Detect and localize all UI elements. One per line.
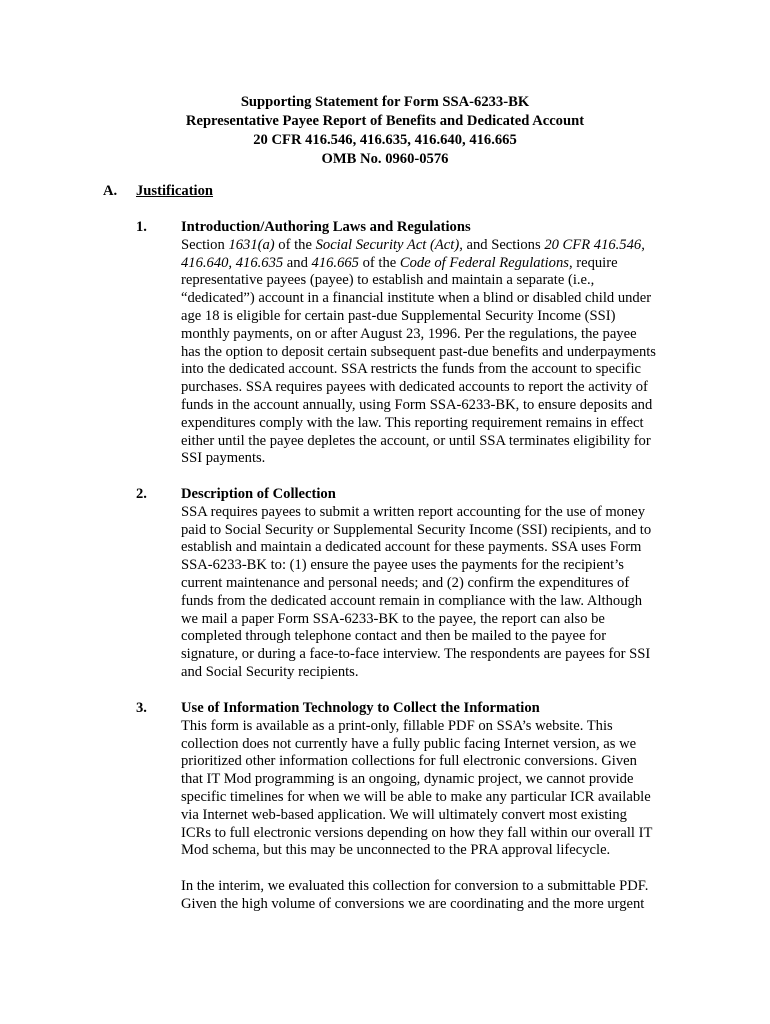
item-line: SSA-6233-BK to: (1) ensure the payee uses the payments for the recipient’s: [181, 557, 624, 574]
paragraph-gap: [181, 860, 676, 878]
item-heading: Introduction/Authoring Laws and Regulations: [181, 219, 471, 235]
item-line: purchases. SSA requires payees with dedicated accounts to report the activity of: [181, 379, 648, 396]
section-letter: A.: [103, 183, 118, 199]
item-number: 1.: [136, 219, 147, 235]
item-line: that IT Mod programming is an ongoing, dynamic project, we cannot provide: [181, 771, 634, 788]
item-line: Section 1631(a) of the Social Security Act (Act), and Sections 20 CFR 416.546,: [181, 236, 645, 253]
item-line: paid to Social Security or Supplemental Security Income (SSI) recipients, and to: [181, 521, 652, 538]
item-line: specific timelines for when we will be able to make any particular ICR available: [181, 788, 651, 805]
item-line: funds in the account annually, using Form SSA-6233-BK, to ensure deposits and: [181, 396, 653, 413]
item-line: either until the payee depletes the account, or until SSA terminates eligibility for: [181, 432, 651, 449]
item-number: 3.: [136, 700, 147, 716]
item-line: signature, or during a face-to-face interview. The respondents are payees for SSI: [181, 646, 651, 663]
item-number: 2.: [136, 486, 147, 502]
item-line: representative payees (payee) to establish and maintain a separate (i.e.,: [181, 272, 595, 289]
section-a-heading: [103, 182, 213, 201]
item-line: age 18 is eligible for certain past-due Supplemental Security Income (SSI): [181, 307, 616, 324]
header-subtitle: Representative Payee Report of Benefits and Dedicated Account: [185, 113, 585, 129]
item-3: [136, 700, 676, 914]
item-line: expenditures comply with the law. This reporting requirement remains in effect: [181, 414, 644, 431]
header-cfr: 20 CFR 416.546, 416.635, 416.640, 416.665: [253, 132, 517, 148]
item-line: ICRs to full electronic versions depending on how they fall within our overall IT: [181, 824, 653, 841]
item-line: This form is available as a print-only, fillable PDF on SSA’s website. This: [181, 717, 613, 734]
item-heading: Description of Collection: [181, 486, 336, 502]
item-line: funds from the dedicated account remain in compliance with the law. Although: [181, 592, 643, 609]
section-title: Justification: [136, 183, 214, 199]
item-line: via Internet web-based application. We will ultimately convert most existing: [181, 806, 627, 823]
item-line: SSI payments.: [181, 450, 266, 467]
item-line: “dedicated”) account in a financial institute when a blind or disabled child under: [181, 290, 652, 307]
item-heading: Use of Information Technology to Collect the Information: [181, 700, 540, 716]
item-line: completed through telephone contact and then be mailed to the payee for: [181, 628, 607, 645]
item-2: [136, 486, 676, 682]
item-line: Given the high volume of conversions we are coordinating and the more urgent: [181, 895, 645, 912]
item-line: establish and maintain a dedicated account for these payments. SSA uses Form: [181, 539, 642, 556]
item-line: prioritized other information collections for full electronic conversions. Given: [181, 753, 637, 770]
item-line: collection does not currently have a fully public facing Internet version, as we: [181, 735, 637, 752]
item-line: SSA requires payees to submit a written report accounting for the use of money: [181, 503, 646, 520]
item-line: monthly payments, on or after August 23, 1996. Per the regulations, the payee: [181, 325, 637, 342]
item-line: and Social Security recipients.: [181, 663, 359, 680]
document-header: [0, 93, 770, 169]
item-line: Mod schema, but this may be unconnected to the PRA approval lifecycle.: [181, 842, 611, 859]
item-line: has the option to deposit certain subsequent past-due benefits and underpayments: [181, 343, 656, 360]
item-1: [136, 219, 676, 468]
item-line: 416.640, 416.635 and 416.665 of the Code of Federal Regulations, require: [181, 254, 618, 271]
item-line: In the interim, we evaluated this collection for conversion to a submittable PDF.: [181, 877, 649, 894]
header-title: Supporting Statement for Form SSA-6233-BK: [240, 94, 530, 110]
header-omb: OMB No. 0960-0576: [321, 151, 449, 167]
item-line: into the dedicated account. SSA restricts the funds from the account to specific: [181, 361, 641, 378]
item-line: current maintenance and personal needs; and (2) confirm the expenditures of: [181, 574, 630, 591]
item-line: we mail a paper Form SSA-6233-BK to the payee, the report can also be: [181, 610, 605, 627]
